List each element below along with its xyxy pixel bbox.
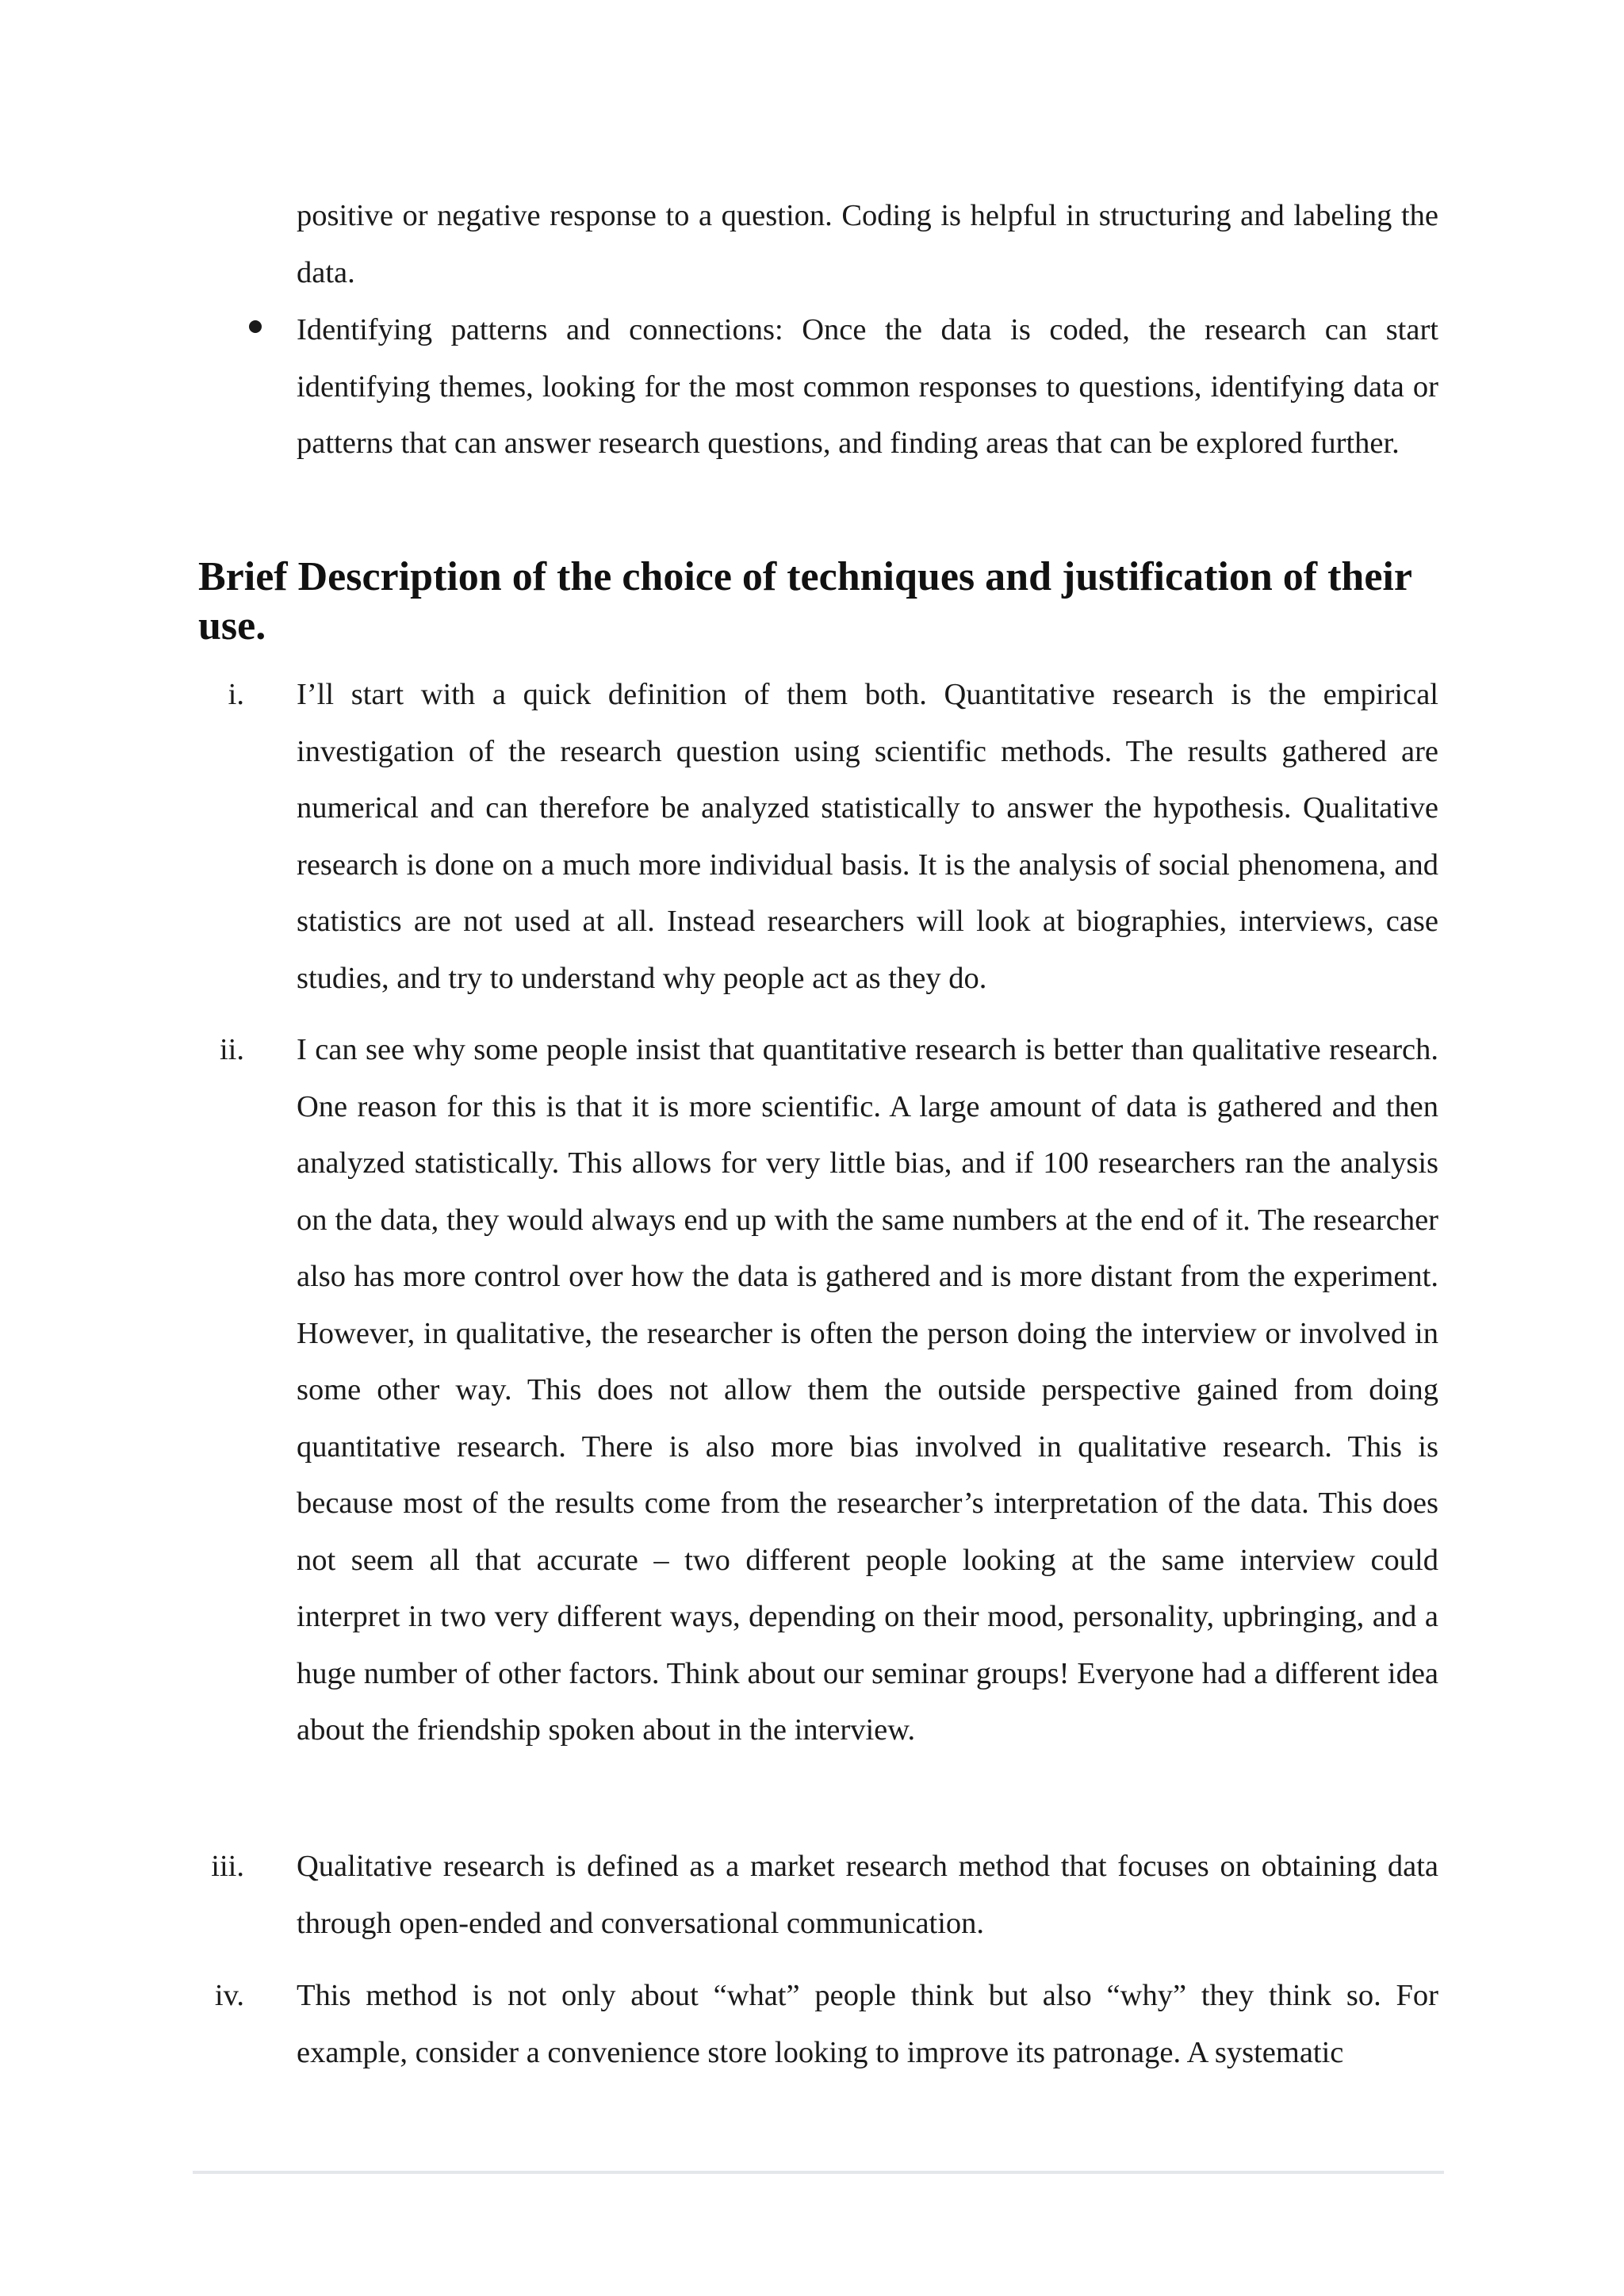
item-numeral: i. [228,678,244,711]
item-text: I’ll start with a quick definition of them both. Quantitative research is the empirical investigation of the research question using scientific methods. The results gathered are numerical and can therefore be analyzed statistically to answer the hypothesis. Qualitative research is done on a much more individual basis. It is the analysis of social phenomena, and statistics are not used at all. Instead researchers will look at biographies, interviews, case studies, and try to understand why people act as they do. [297,678,1438,995]
item-numeral: iv. [214,1979,244,2012]
bullet-list-item [297,302,1438,473]
numbered-item [297,1022,1438,1759]
continuation-paragraph [297,188,1438,301]
item-text: This method is not only about “what” people think but also “why” they think so. For example, consider a convenience store looking to improve its patronage. A systematic [297,1979,1438,2069]
item-numeral: iii. [211,1850,244,1883]
numbered-item [297,1839,1438,1952]
item-text: I can see why some people insist that quantitative research is better than qualitative research. One reason for this is that it is more scientific. A large amount of data is gathered and then analyzed statistically. This allows for very little bias, and if 100 researchers ran the analysis on the data, they would always end up with the same numbers at the end of it. The researcher also has more control over how the data is gathered and is more distant from the experiment. However, in qualitative, the researcher is often the person doing the interview or involved in some other way. This does not allow them the outside perspective gained from doing quantitative research. There is also more bias involved in qualitative research. This is because most of the results come from the researcher’s interpretation of the data. This does not seem all that accurate – two different people looking at the same interview could interpret in two very different ways, depending on their mood, personality, upbringing, and a huge number of other factors. Think about our seminar groups! Everyone had a different idea about the friendship spoken about in the interview. [297,1033,1438,1747]
continuation-text: positive or negative response to a question. Coding is helpful in structuring and labeling the data. [297,199,1438,289]
footer-divider [193,2171,1444,2174]
item-numeral: ii. [219,1033,244,1066]
section-heading: Brief Description of the choice of techniques and justification of their use. [198,554,1411,649]
bullet-icon [249,320,262,333]
numbered-item [297,1968,1438,2081]
item-text: Qualitative research is defined as a market research method that focuses on obtaining data through open-ended and conversational communication. [297,1850,1438,1940]
bullet-text: Identifying patterns and connections: Once the data is coded, the research can start identifying themes, looking for the most common responses to questions, identifying data or patterns that can answer research questions, and finding areas that can be explored further. [297,313,1438,460]
numbered-item [297,667,1438,1007]
